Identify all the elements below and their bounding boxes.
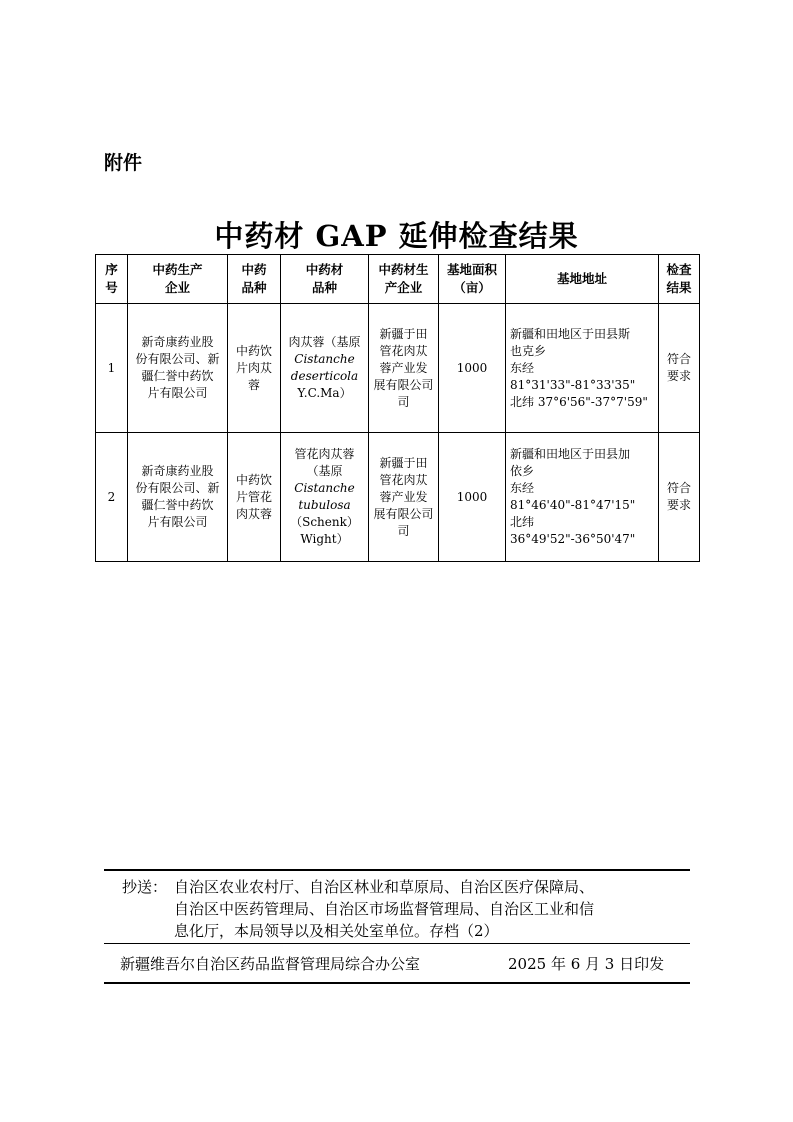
table-row — [96, 304, 700, 433]
cc-line: 息化厅，本局领导以及相关处室单位。存档（2） — [174, 922, 499, 940]
row-product: 中药饮 片肉苁 蓉 — [228, 304, 281, 433]
row-result: 符合 要求 — [659, 304, 700, 433]
row-material: 管花肉苁蓉（基原 Cistanche tubulosa （Schenk） Wight） — [281, 433, 369, 562]
cc-recipients — [174, 876, 694, 942]
attachment-label: 附件 — [104, 152, 143, 174]
row-material: 肉苁蓉（基原 Cistanche deserticola Y.C.Ma） — [281, 304, 369, 433]
cc-label: 抄送： — [122, 878, 168, 896]
inspection-results-table — [95, 254, 700, 562]
row-area: 1000 — [439, 433, 506, 562]
row-address: 新疆和田地区于田县加 依乡 东经 81°46'40"-81°47'15" 北纬 36°49'52"-36°50'47" — [506, 433, 659, 562]
issuer-office: 新疆维吾尔自治区药品监督管理局综合办公室 — [120, 955, 421, 973]
issue-date: 2025 年 6 月 3 日印发 — [508, 955, 665, 973]
row-producer: 新疆于田 管花肉苁 蓉产业发 展有限公司 司 — [369, 304, 439, 433]
header-area: 基地面积 （亩） — [439, 255, 506, 304]
footer-middle-rule — [104, 943, 690, 944]
footer-top-rule — [104, 869, 690, 871]
row-index: 2 — [96, 433, 128, 562]
header-address: 基地地址 — [506, 255, 659, 304]
row-address: 新疆和田地区于田县斯 也克乡 东经 81°31'33"-81°33'35" 北纬 37°6'56"-37°7'59" — [506, 304, 659, 433]
header-material: 中药材 品种 — [281, 255, 369, 304]
document-title: 中药材 GAP 延伸检查结果 — [214, 219, 579, 253]
row-index: 1 — [96, 304, 128, 433]
header-producer: 中药材生 产企业 — [369, 255, 439, 304]
table-header-row — [96, 255, 700, 304]
header-index: 序 号 — [96, 255, 128, 304]
cc-line: 自治区农业农村厅、自治区林业和草原局、自治区医疗保障局、 — [174, 878, 595, 896]
table-row — [96, 433, 700, 562]
row-product: 中药饮 片管花 肉苁蓉 — [228, 433, 281, 562]
row-enterprise: 新奇康药业股 份有限公司、新 疆仁誉中药饮 片有限公司 — [128, 433, 228, 562]
row-producer: 新疆于田 管花肉苁 蓉产业发 展有限公司 司 — [369, 433, 439, 562]
header-product: 中药 品种 — [228, 255, 281, 304]
row-area: 1000 — [439, 304, 506, 433]
cc-line: 自治区中医药管理局、自治区市场监督管理局、自治区工业和信 — [174, 900, 595, 918]
row-enterprise: 新奇康药业股 份有限公司、新 疆仁誉中药饮 片有限公司 — [128, 304, 228, 433]
header-enterprise: 中药生产 企业 — [128, 255, 228, 304]
header-result: 检查 结果 — [659, 255, 700, 304]
footer-bottom-rule — [104, 982, 690, 984]
row-result: 符合 要求 — [659, 433, 700, 562]
